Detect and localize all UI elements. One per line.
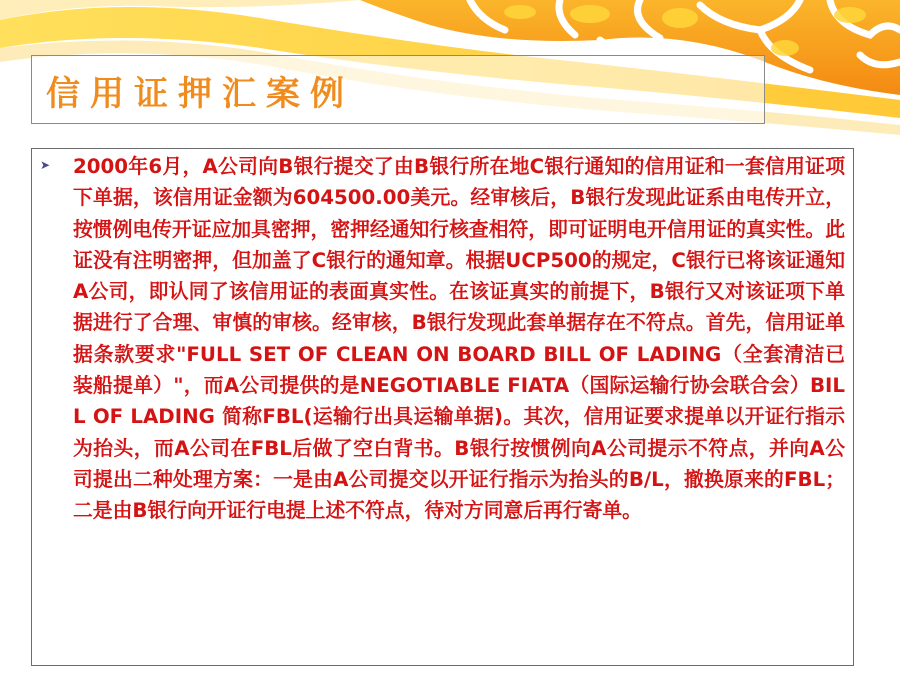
case-paragraph: 2000年6月，A公司向B银行提交了由B银行所在地C银行通知的信用证和一套信用证项下单据，该信用证金额为604500.00美元。经审核后，B银行发现此证系由电传开立，按惯例电传开证应加具密押，密押经通知行核查相符，即可证明电开信用证的真实性。此证没有注明密押，但加盖了C银行的通知章。根据UCP500的规定，C银行已将该证通知A公司，即认同了该信用证的表面真实性。在该证真实的前提下，B银行又对该证项下单据进行了合理、审慎的审核。经审核，B银行发现此套单据存在不符点。首先，信用证单据条款要求"FULL SET OF CLEAN ON BOARD BILL OF LADING（全套清洁已装船提单）"，而A公司提供的是NEGOTIABLE FIATA（国际运输行协会联合会）BILL OF LADING 简称FBL(运输行出具运输单据)。其次，信用证要求提单以开证行指示为抬头，而A公司在FBL后做了空白背书。B银行按惯例向A公司提示不符点，并向A公司提出二种处理方案：一是由A公司提交以开证行指示为抬头的B/L，撤换原来的FBL；二是由B银行向开证行电提上述不符点，待对方同意后再行寄单。 [73, 155, 845, 523]
title-box [31, 55, 765, 124]
arrow-bullet-icon: ➤ [40, 158, 51, 172]
slide-title: 信用证押汇案例 [46, 74, 354, 114]
content-box [31, 148, 854, 666]
